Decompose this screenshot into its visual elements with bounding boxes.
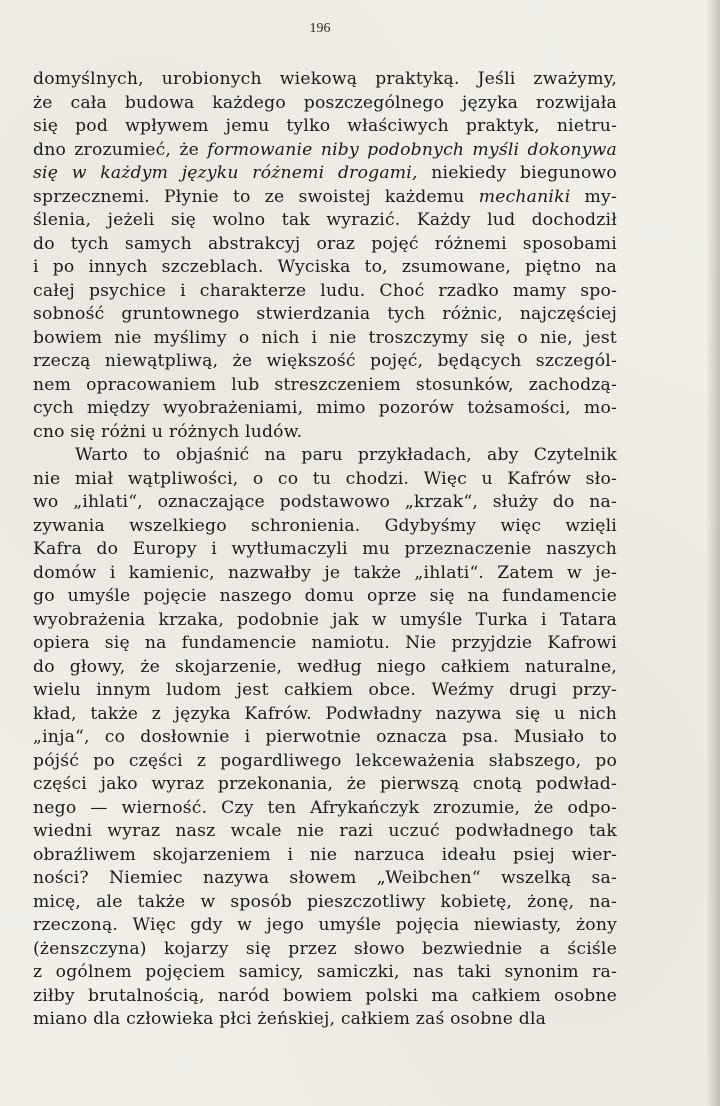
- text-line: [33, 397, 617, 421]
- italic-text: mechaniki: [478, 186, 571, 207]
- text-line: [33, 68, 617, 92]
- text-segment: ności? Niemiec nazywa słowem „Weibchen“ wszelką sa-: [33, 868, 617, 888]
- text-segment: się pod wpływem jemu tylko właściwych praktyk, nietru-: [33, 116, 617, 136]
- text-line: [33, 891, 617, 915]
- text-segment: wiedni wyraz nasz wcale nie razi uczuć podwładnego tak: [33, 821, 617, 841]
- page-number: 196: [309, 21, 331, 36]
- text-line: [33, 703, 617, 727]
- text-line: [33, 256, 617, 280]
- text-segment: i po innych szczeblach. Wyciska to, zsumowane, piętno na: [33, 257, 617, 277]
- text-segment: z ogólnem pojęciem samicy, samiczki, nas taki synonim ra-: [33, 962, 617, 982]
- italic-text: się w każdym języku różnemi drogami,: [33, 163, 418, 183]
- text-segment: my-: [570, 186, 617, 207]
- text-segment: opiera się na fundamencie namiotu. Nie przyjdzie Kafrowi: [33, 633, 617, 653]
- text-line: [33, 961, 617, 985]
- text-line: [33, 656, 617, 680]
- text-line: [33, 444, 617, 468]
- text-segment: micę, ale także w sposób pieszczotliwy kobietę, żonę, na-: [33, 891, 617, 912]
- text-segment: części jako wyraz przekonania, że pierwszą cnotą podwład-: [33, 774, 617, 794]
- text-line: [33, 914, 617, 938]
- text-line: [33, 162, 617, 186]
- text-segment: wyobrażenia krzaka, podobnie jak w umyśle Turka i Tatara: [33, 609, 617, 630]
- text-line: [33, 1008, 617, 1032]
- text-segment: bowiem nie myślimy o nich i nie troszczymy się o nie, jest: [33, 327, 617, 348]
- text-segment: Kafra do Europy i wytłumaczyli mu przeznaczenie naszych: [33, 539, 617, 559]
- text-segment: sobność gruntownego stwierdzania tych różnic, najczęściej: [33, 304, 617, 324]
- text-line: [33, 491, 617, 515]
- text-line: [33, 209, 617, 233]
- text-segment: nem opracowaniem lub streszczeniem stosunków, zachodzą-: [33, 374, 617, 395]
- text-segment: dno zrozumieć, że: [33, 139, 208, 160]
- text-line: [33, 867, 617, 891]
- text-line: [33, 985, 617, 1009]
- text-line: [33, 303, 617, 327]
- text-line: [33, 374, 617, 398]
- text-segment: wielu innym ludom jest całkiem obce. Weźmy drugi przy-: [33, 680, 617, 700]
- text-segment: do głowy, że skojarzenie, według niego całkiem naturalne,: [33, 656, 617, 677]
- text-line: [33, 186, 617, 210]
- text-segment: kład, także z języka Kafrów. Podwładny nazywa się u nich: [33, 703, 617, 724]
- text-line: [33, 797, 617, 821]
- text-line: [33, 139, 617, 163]
- text-segment: sprzecznemi. Płynie to ze swoistej każdemu: [33, 186, 479, 207]
- text-segment: nego — wierność. Czy ten Afrykańczyk zrozumie, że odpo-: [33, 797, 617, 818]
- text-segment: Warto to objaśnić na paru przykładach, aby Czytelnik: [75, 445, 617, 465]
- text-segment: cno się różni u różnych ludów.: [33, 421, 303, 442]
- text-segment: pójść po części z pogardliwego lekceważenia słabszego, po: [33, 750, 617, 771]
- text-line: [33, 820, 617, 844]
- text-line: [33, 773, 617, 797]
- body-text: [33, 68, 617, 1032]
- text-line: [33, 938, 617, 962]
- text-segment: wo „ihlati“, oznaczające podstawowo „krzak“, służy do na-: [33, 492, 617, 512]
- text-line: [33, 280, 617, 304]
- text-segment: całej psychice i charakterze ludu. Choć rzadko mamy spo-: [33, 280, 617, 301]
- text-segment: domyślnych, urobionych wiekową praktyką. Jeśli zważymy,: [33, 69, 617, 89]
- text-line: [33, 844, 617, 868]
- text-segment: że cała budowa każdego poszczególnego języka rozwijała: [33, 92, 617, 113]
- italic-text: formowanie niby podobnych myśli dokonywa: [207, 139, 617, 160]
- text-segment: do tych samych abstrakcyj oraz pojęć różnemi sposobami: [33, 233, 617, 254]
- text-segment: rzeczoną. Więc gdy w jego umyśle pojęcia niewiasty, żony: [33, 915, 617, 935]
- text-line: [33, 515, 617, 539]
- text-segment: niekiedy biegunowo: [417, 163, 617, 183]
- text-line: [33, 115, 617, 139]
- text-line: [33, 750, 617, 774]
- text-segment: nie miał wątpliwości, o co tu chodzi. Więc u Kafrów sło-: [33, 468, 617, 489]
- text-line: [33, 92, 617, 116]
- text-line: [33, 538, 617, 562]
- text-line: [33, 679, 617, 703]
- text-line: [33, 632, 617, 656]
- text-segment: obraźliwem skojarzeniem i nie narzuca ideału psiej wier-: [33, 844, 617, 865]
- text-line: [33, 562, 617, 586]
- text-segment: ślenia, jeżeli się wolno tak wyrazić. Każdy lud dochodził: [33, 210, 617, 230]
- text-segment: go umyśle pojęcie naszego domu oprze się na fundamencie: [33, 586, 617, 606]
- text-line: [33, 233, 617, 257]
- text-segment: miano dla człowieka płci żeńskiej, całkiem zaś osobne dla: [33, 1009, 547, 1029]
- text-line: [33, 726, 617, 750]
- text-segment: „inja“, co dosłownie i pierwotnie oznacza psa. Musiało to: [33, 727, 617, 747]
- text-line: [33, 350, 617, 374]
- page-edge-shadow: [706, 0, 720, 1106]
- text-segment: (żenszczyna) kojarzy się przez słowo bezwiednie a ściśle: [33, 938, 617, 959]
- text-segment: ziłby brutalnością, naród bowiem polski ma całkiem osobne: [33, 985, 617, 1006]
- text-line: [33, 327, 617, 351]
- text-segment: cych między wyobrażeniami, mimo pozorów tożsamości, mo-: [33, 398, 617, 418]
- text-line: [33, 585, 617, 609]
- text-line: [33, 609, 617, 633]
- text-segment: zywania wszelkiego schronienia. Gdybyśmy więc wzięli: [33, 515, 617, 536]
- text-line: [33, 421, 617, 445]
- text-segment: rzeczą niewątpliwą, że większość pojęć, będących szczegól-: [33, 351, 617, 371]
- text-segment: domów i kamienic, nazwałby je także „ihlati“. Zatem w je-: [33, 562, 617, 583]
- text-line: [33, 468, 617, 492]
